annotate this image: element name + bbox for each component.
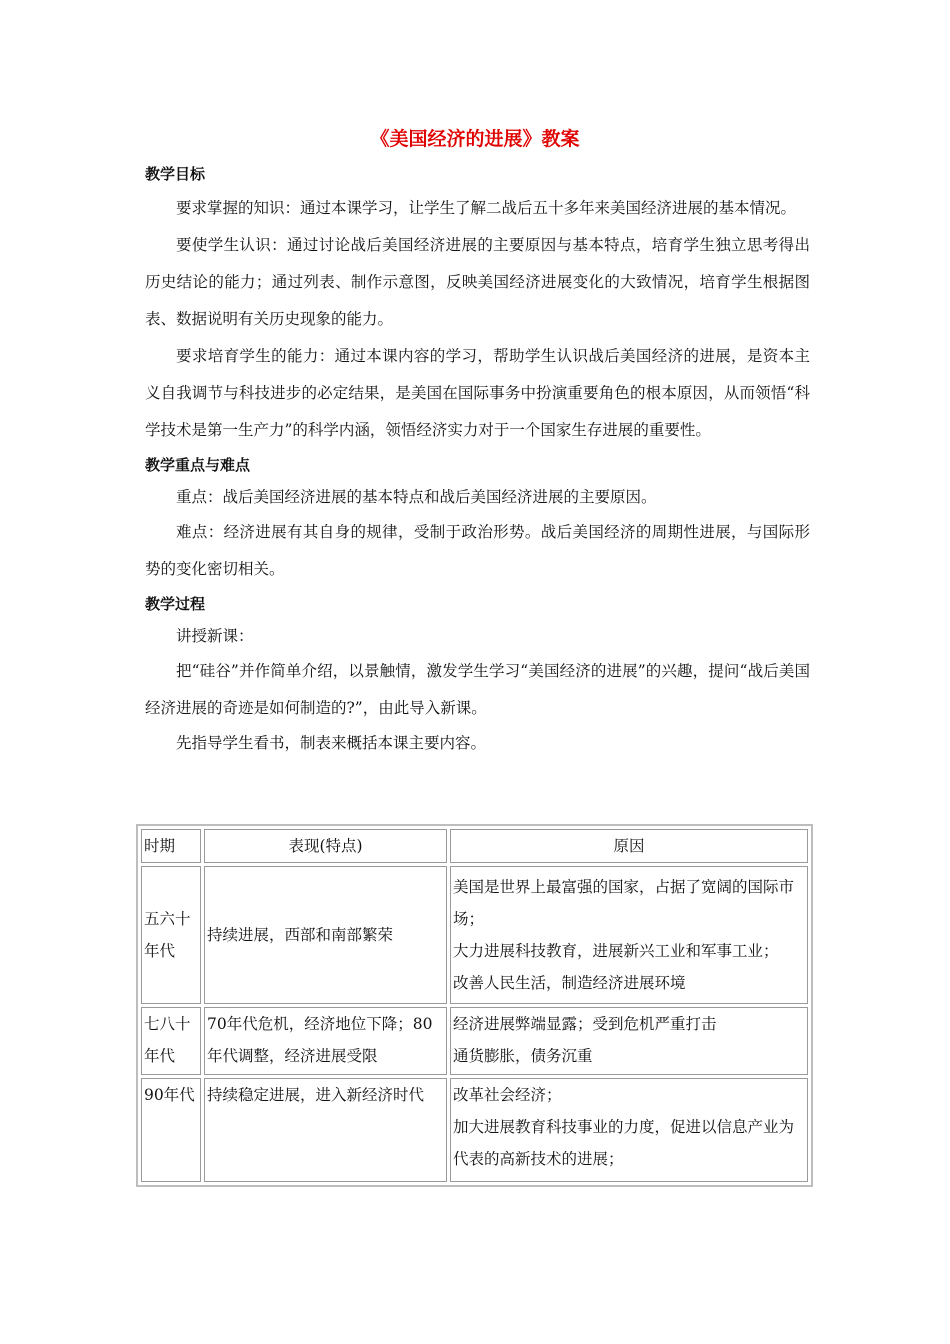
objectives-paragraph-1: 要求掌握的知识：通过本课学习，让学生了解二战后五十多年来美国经济进展的基本情况。 [176,199,797,217]
features-cell: 持续稳定进展，进入新经济时代 [204,1078,447,1182]
reasons-cell [450,1007,808,1075]
summary-table [136,824,813,1187]
table-header-cell: 表现(特点) [204,829,447,863]
period-cell: 90年代 [141,1078,201,1182]
table-row [141,1078,808,1182]
section-heading-objectives: 教学目标 [145,165,206,183]
section-heading-keypoints: 教学重点与难点 [145,456,251,474]
process-paragraph-2: 把“硅谷”并作简单介绍，以景触情，激发学生学习“美国经济的进展”的兴趣，提问“战后美国经济进展的奇迹是如何制造的?”，由此导入新课。 [145,662,810,717]
document-title: 《美国经济的进展》教案 [370,128,580,150]
period-cell: 七八十年代 [141,1007,201,1075]
keypoints-paragraph-2: 难点：经济进展有其自身的规律，受制于政治形势。战后美国经济的周期性进展，与国际形势的变化密切相关。 [145,523,810,578]
process-paragraph-3: 先指导学生看书，制表来概括本课主要内容。 [176,734,487,752]
reasons-cell [450,866,808,1004]
section-heading-process: 教学过程 [145,595,206,613]
document-body [145,158,810,760]
table-header-cell: 原因 [450,829,808,863]
table-header-row [141,829,808,863]
period-cell: 五六十年代 [141,866,201,1004]
table-row [141,866,808,1004]
reason-line: 改革社会经济； [453,1086,562,1104]
reason-line: 通货膨胀，债务沉重 [453,1047,593,1065]
reason-line: 经济进展弊端显露；受到危机严重打击 [453,1015,717,1033]
reason-line: 大力进展科技教育，进展新兴工业和军事工业； [453,942,779,960]
reason-line: 加大进展教育科技事业的力度，促进以信息产业为代表的高新技术的进展； [453,1118,795,1168]
reasons-cell [450,1078,808,1182]
objectives-paragraph-3: 要求培育学生的能力：通过本课内容的学习，帮助学生认识战后美国经济的进展，是资本主义自我调节与科技进步的必定结果，是美国在国际事务中扮演重要角色的根本原因，从而领悟“科学技术是第一生产力”的科学内涵，领悟经济实力对于一个国家生存进展的重要性。 [145,347,810,439]
reason-line: 改善人民生活，制造经济进展环境 [453,974,686,992]
objectives-paragraph-2: 要使学生认识：通过讨论战后美国经济进展的主要原因与基本特点，培育学生独立思考得出历史结论的能力；通过列表、制作示意图，反映美国经济进展变化的大致情况，培育学生根据图表、数据说明有关历史现象的能力。 [145,236,810,328]
reason-line: 美国是世界上最富强的国家，占据了宽阔的国际市场； [453,878,795,928]
process-paragraph-1: 讲授新课： [176,627,254,645]
table-row [141,1007,808,1075]
keypoints-paragraph-1: 重点：战后美国经济进展的基本特点和战后美国经济进展的主要原因。 [176,488,657,506]
features-cell: 70年代危机，经济地位下降；80年代调整，经济进展受限 [204,1007,447,1075]
table-header-cell: 时期 [141,829,201,863]
features-cell: 持续进展，西部和南部繁荣 [204,866,447,1004]
